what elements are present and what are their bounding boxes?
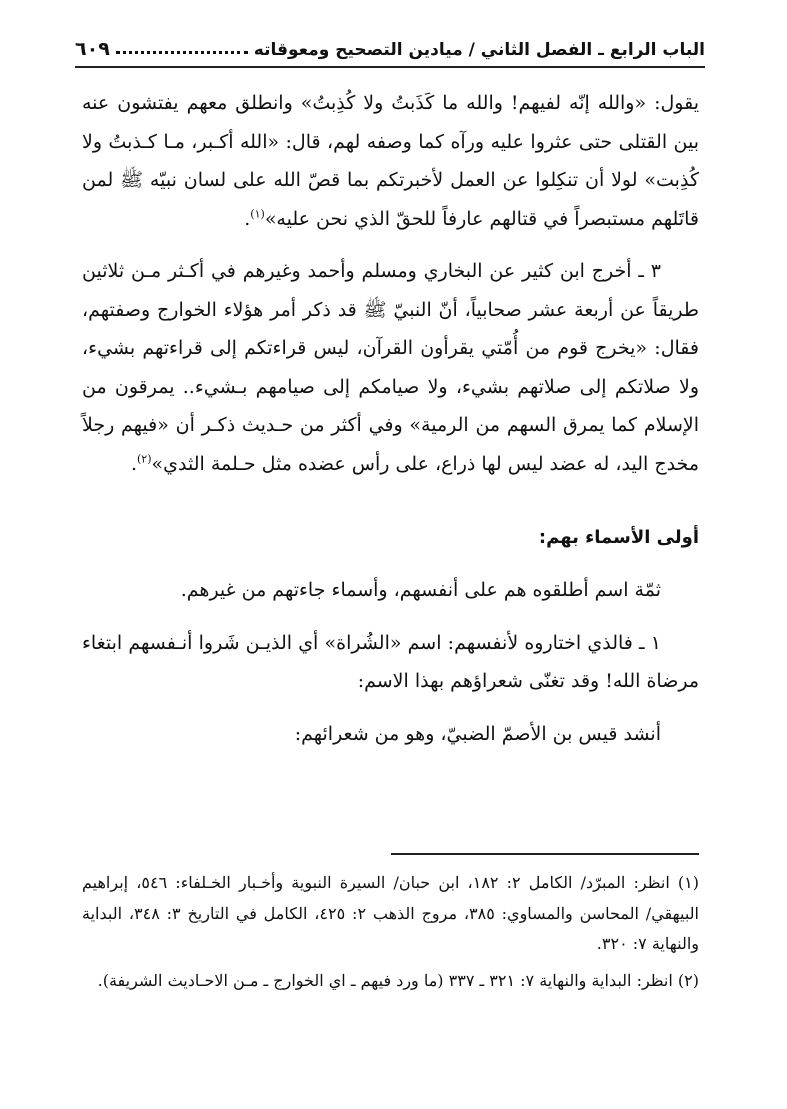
main-text: [82, 84, 699, 753]
paragraph-2-end: .: [130, 452, 137, 475]
running-header: [75, 32, 705, 60]
paragraph-1-text: يقول: «والله إنّه لفيهم! والله ما كَذَبتُ ولا كُذِبتُ» وانطلق معهم يفتشون عنه بين القتلى حتى عثروا عليه ورآه كما وصفه لهم، قال: «الله أكـبر، مـا كـذبتُ ولا كُذِبت» لولا أن تنكِلوا عن العمل لأخبرتكم بما قصّ الله على لسان نبيّه ﷺ لمن قاتَلهم مستبصراً في قتالهم عارفاً للحقّ الذي نحن عليه»: [82, 92, 699, 230]
footnote-1: (١) انظر: المبرّد/ الكامل ٢: ١٨٢، ابن حبان/ السيرة النبوية وأخـبار الخـلفاء: ٥٤٦، إبراهيم البيهقي/ المحاسن والمساوي: ٣٨٥، مروج الذهب ٢: ٤٢٥، الكامل في التاريخ ٣: ٣٤٨، البداية والنهاية ٧: ٣٢٠.: [82, 873, 699, 953]
header-title: الباب الرابع ـ الفصل الثاني / ميادين التصحيح ومعوقاته: [253, 40, 705, 60]
paragraph-1: [82, 84, 699, 238]
header-rule: [75, 66, 705, 68]
paragraph-1-end: .: [244, 207, 251, 230]
section-spacer: [82, 483, 699, 519]
heading-spacer: [82, 557, 699, 571]
paragraph-4: ١ ـ فالذي اختاروه لأنفسهم: اسم «الشُراة» أي الذيـن شَروا أنـفسهم ابتغاء مرضاة الله! وقد تغنّى شعراؤهم بهذا الاسم:: [82, 631, 699, 692]
page-number: ٦٠٩: [75, 38, 110, 60]
footnote-ref-1: (١): [250, 207, 265, 221]
paragraph-spacer: [82, 701, 699, 715]
paragraph-2-text: ٣ ـ أخرج ابن كثير عن البخاري ومسلم وأحمد وغيرهم في أكـثر مـن ثلاثين طريقاً عن أربعة عشر صحابياً، أنّ النبيّ ﷺ قد ذكر أمر هؤلاء الخوارج وصفتهم، فقال: «يخرج قوم من أُمّتي يقرأون القرآن، ليس قراءتكم إلى قراءتهم بشيء، ولا صلاتكم إلى صلاتهم بشيء، ولا صيامكم إلى صيامهم بـشيء.. يمرقون من الإسلام كما يمرق السهم من الرمية» وفي أكثر من حـديث ذكـر أن «فيهم رجلاً مخدج اليد، له عضد ليس لها ذراع، على رأس عضده مثل حـلمة الثدي»: [82, 260, 699, 475]
paragraph-3: ثمّة اسم أطلقوه هم على أنفسهم، وأسماء جاءتهم من غيرهم.: [180, 579, 661, 601]
footnote-2: (٢) انظر: البداية والنهاية ٧: ٣٢١ ـ ٣٣٧ (ما ورد فيهم ـ اي الخوارج ـ مـن الاحـاديث الشريفة).: [97, 970, 699, 990]
section-heading: أولى الأسماء بهم:: [538, 527, 699, 548]
footnote-separator: [391, 853, 699, 855]
paragraph-2: [82, 252, 699, 483]
header-dot-leader: [116, 51, 248, 54]
paragraph-spacer: [82, 610, 699, 624]
footnotes: [82, 868, 699, 996]
paragraph-5: أنشد قيس بن الأصمّ الضبيّ، وهو من شعرائهم:: [294, 722, 661, 745]
footnote-ref-2: (٢): [137, 452, 152, 466]
paragraph-spacer: [82, 238, 699, 252]
